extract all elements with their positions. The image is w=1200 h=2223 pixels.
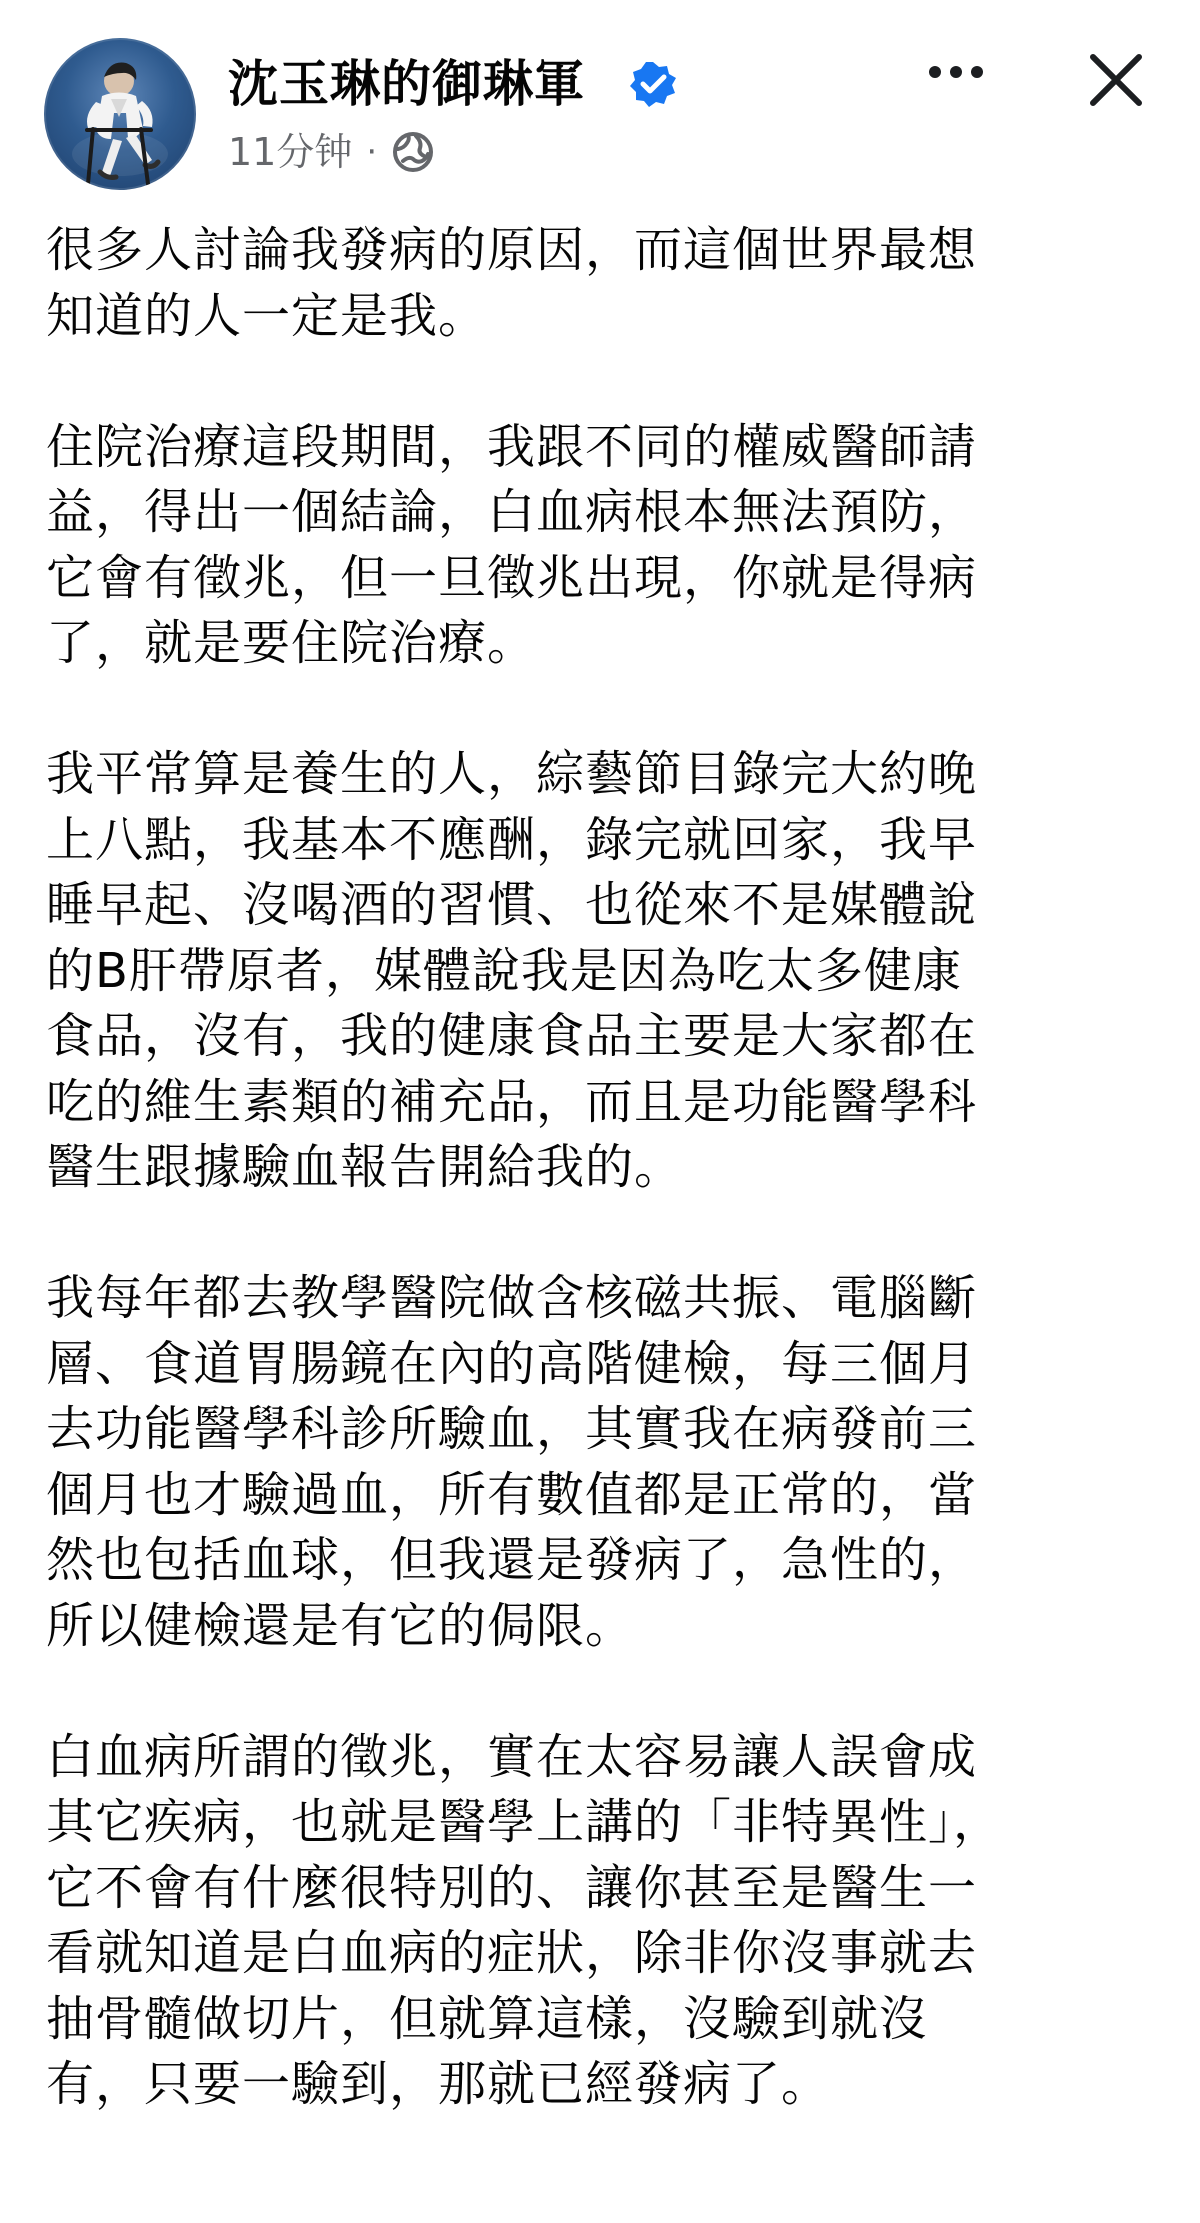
profile-photo-image — [44, 38, 196, 190]
profile-name[interactable]: 沈玉琳的御琳軍 — [228, 55, 585, 113]
post-paragraph: 我每年都去教學醫院做含核磁共振、電腦斷 層、食道胃腸鏡在內的高階健檢，每三個月 去功能醫學科診所驗血，其實我在病發前三 個月也才驗過血，所有數值都是正常的，當 然也包括血球，但我還是發病了，急性的， 所以健檢還是有它的侷限。 — [46, 1270, 978, 1654]
post-paragraph: 我平常算是養生的人，綜藝節目錄完大約晚 上八點，我基本不應酬，錄完就回家，我早 睡早起、沒喝酒的習慣、也從來不是媒體說 的B肝帶原者，媒體說我是因為吃太多健康 食品，沒有，我的健康食品主要是大家都在 吃的維生素類的補充品，而且是功能醫學科 醫生跟據驗血報告開給我的。 — [46, 746, 978, 1195]
meta-separator: · — [366, 132, 378, 172]
post-paragraph: 住院治療這段期間，我跟不同的權威醫師請 益，得出一個結論，白血病根本無法預防， 它會有徵兆，但一旦徵兆出現，你就是得病 了，就是要住院治療。 — [46, 418, 978, 671]
post-paragraph: 很多人討論我發病的原因，而這個世界最想 知道的人一定是我。 — [46, 222, 978, 344]
post-header — [0, 0, 1200, 190]
close-button[interactable] — [1078, 42, 1154, 118]
post-paragraph: 白血病所謂的徵兆，實在太容易讓人誤會成 其它疾病，也就是醫學上講的「非特異性」， 它不會有什麼很特別的、讓你甚至是醫生一 看就知道是白血病的症狀，除非你沒事就去 抽骨髓做切片，但就算這樣，沒驗到就沒 有，只要一驗到，那就已經發病了。 — [46, 1728, 1003, 2112]
verified-badge-icon — [628, 59, 678, 109]
avatar[interactable] — [44, 38, 196, 190]
more-icon — [925, 62, 987, 82]
more-options-button[interactable] — [918, 42, 994, 102]
globe-icon — [391, 130, 435, 174]
post-body — [46, 218, 1158, 2118]
post-timestamp[interactable]: 11分钟 — [228, 130, 353, 174]
post-meta — [228, 128, 435, 176]
close-icon — [1085, 49, 1147, 111]
